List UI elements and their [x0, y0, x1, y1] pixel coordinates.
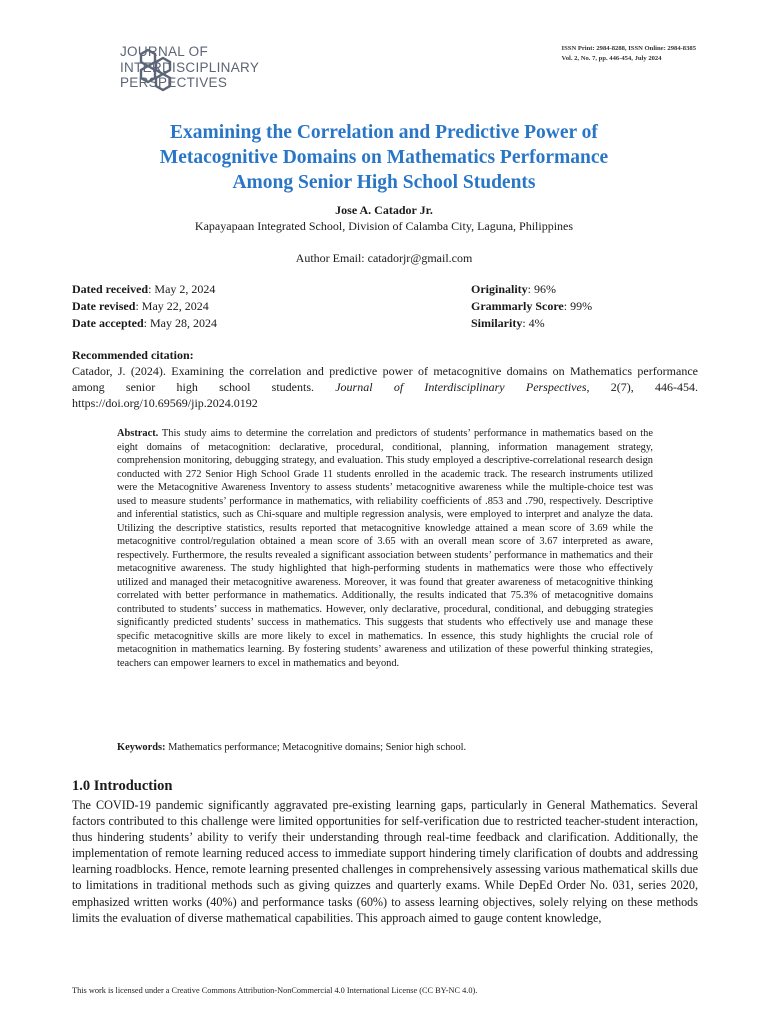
issn-line: ISSN Print: 2984-8288, ISSN Online: 2984-8385 — [561, 45, 696, 52]
abstract — [117, 427, 653, 670]
abstract-label: Abstract. — [117, 428, 159, 439]
volume-line: Vol. 2, No. 7, pp. 446-454, July 2024 — [561, 55, 662, 62]
keywords: Keywords: Mathematics performance; Metacognitive domains; Senior high school. — [117, 742, 467, 753]
introduction-text: The COVID-19 pandemic significantly aggravated pre-existing learning gaps, particularly in General Mathematics. Several factors contributed to this challenge were limited opportunities for self-verification due to restricted teacher-student interaction, thus hindering students’ ability to verify their understanding through real-time feedback and clarification. Additionally, the implementation of remote learning reduced access to immediate support hindering timely clarification of doubts and addressing learning roadblocks. Hence, remote learning presented challenges in comprehensively assessing various mathematical skills due to limitations in traditional methods such as giving quizzes and quarterly exams. While DepEd Order No. 031, series 2020, emphasized written works (40%) and performance tasks (60%) to assess learning objectives, solely relying on these methods limits the evaluation of diverse mathematical capabilities. This approach aimed to gauge content knowledge, — [72, 798, 698, 925]
scores-block: Originality: 96% Grammarly Score: 99% Similarity: 4% — [471, 282, 593, 330]
author-affiliation: Kapayapaan Integrated School, Division of Calamba City, Laguna, Philippines — [194, 219, 574, 233]
author-name: Jose A. Catador Jr. — [335, 203, 433, 217]
citation-heading: Recommended citation: — [72, 348, 194, 362]
license-footer: This work is licensed under a Creative Commons Attribution-NonCommercial 4.0 International License (CC BY-NC 4.0). — [72, 986, 478, 995]
email-link[interactable]: catadorjr@gmail.com — [367, 251, 473, 265]
citation-doi[interactable]: , 2(7), 446-454. https://doi.org/10.69569/jip.2024.0192 — [72, 380, 698, 410]
paper-title: Examining the Correlation and Predictive Power of Metacognitive Domains on Mathematics Performance Among Senior High School Students — [159, 122, 609, 193]
author-email: Author Email: catadorjr@gmail.com — [295, 251, 473, 265]
dates-block: Dated received: May 2, 2024 Date revised: May 22, 2024 Date accepted: May 28, 2024 — [72, 282, 217, 330]
introduction-heading: 1.0 Introduction — [72, 778, 173, 794]
issn-info — [562, 44, 696, 64]
recommended-citation — [72, 347, 698, 411]
journal-name: JOURNAL OF INTERDISCIPLINARY PERSPECTIVES — [120, 44, 260, 90]
abstract-text: This study aims to determine the correlation and predictors of students’ performance in mathematics based on the eight domains of metacognition: declarative, procedural, conditional, planning, information management strategy, comprehension monitoring, debugging strategy, and evaluation. This study employed a descriptive-correlational research design conducted with 272 Senior High School Grade 11 students enrolled in the academic track. The research instruments utilized were the Metacognitive Awareness Inventory to assess students’ metacognitive awareness while the multiple-choice test was used to measure students’ performance in mathematics, with reliability coefficients of .853 and .790, respectively. Descriptive and inferential statistics, such as Chi-square and multiple regression analysis, were employed to interpret and analyze the data. Utilizing the descriptive statistics, results reported that metacognitive knowledge attained a mean score of 3.69 while the metacognitive control/regulation obtained a mean score of 3.65 with an overall mean score of 3.67 interpreted as aware, respectively. Furthermore, the results revealed a significant association between students’ performance in mathematics and their metacognitive awareness. The study highlighted that high-performing students in mathematics were those who effectively utilized and managed their metacognitive awareness. Moreover, it was found that greater awareness of metacognitive thinking correlated with better performance in mathematics. Additionally, the results indicated that 75.3% of metacognitive domains contributed to students’ success in mathematics. However, only declarative, procedural, conditional, and debugging strategies significantly predicted students’ success in mathematics. This suggests that students who effectively use and manage these specific metacognitive skills are more likely to excel in mathematics. In essence, this study highlights the crucial role of metacognition in mathematics learning. By fostering students’ awareness and utilization of these powerful thinking strategies, teachers can empower learners to excel in mathematics and beyond. — [117, 428, 653, 669]
citation-text: Catador, J. (2024). Examining the correlation and predictive power of metacognitive domains on Mathematics performance among senior high school students. Journal of Interdisciplinary Perspectives, 2(7), 446-454. https://doi.org/10.69569/jip.2024.0192 — [72, 364, 698, 410]
